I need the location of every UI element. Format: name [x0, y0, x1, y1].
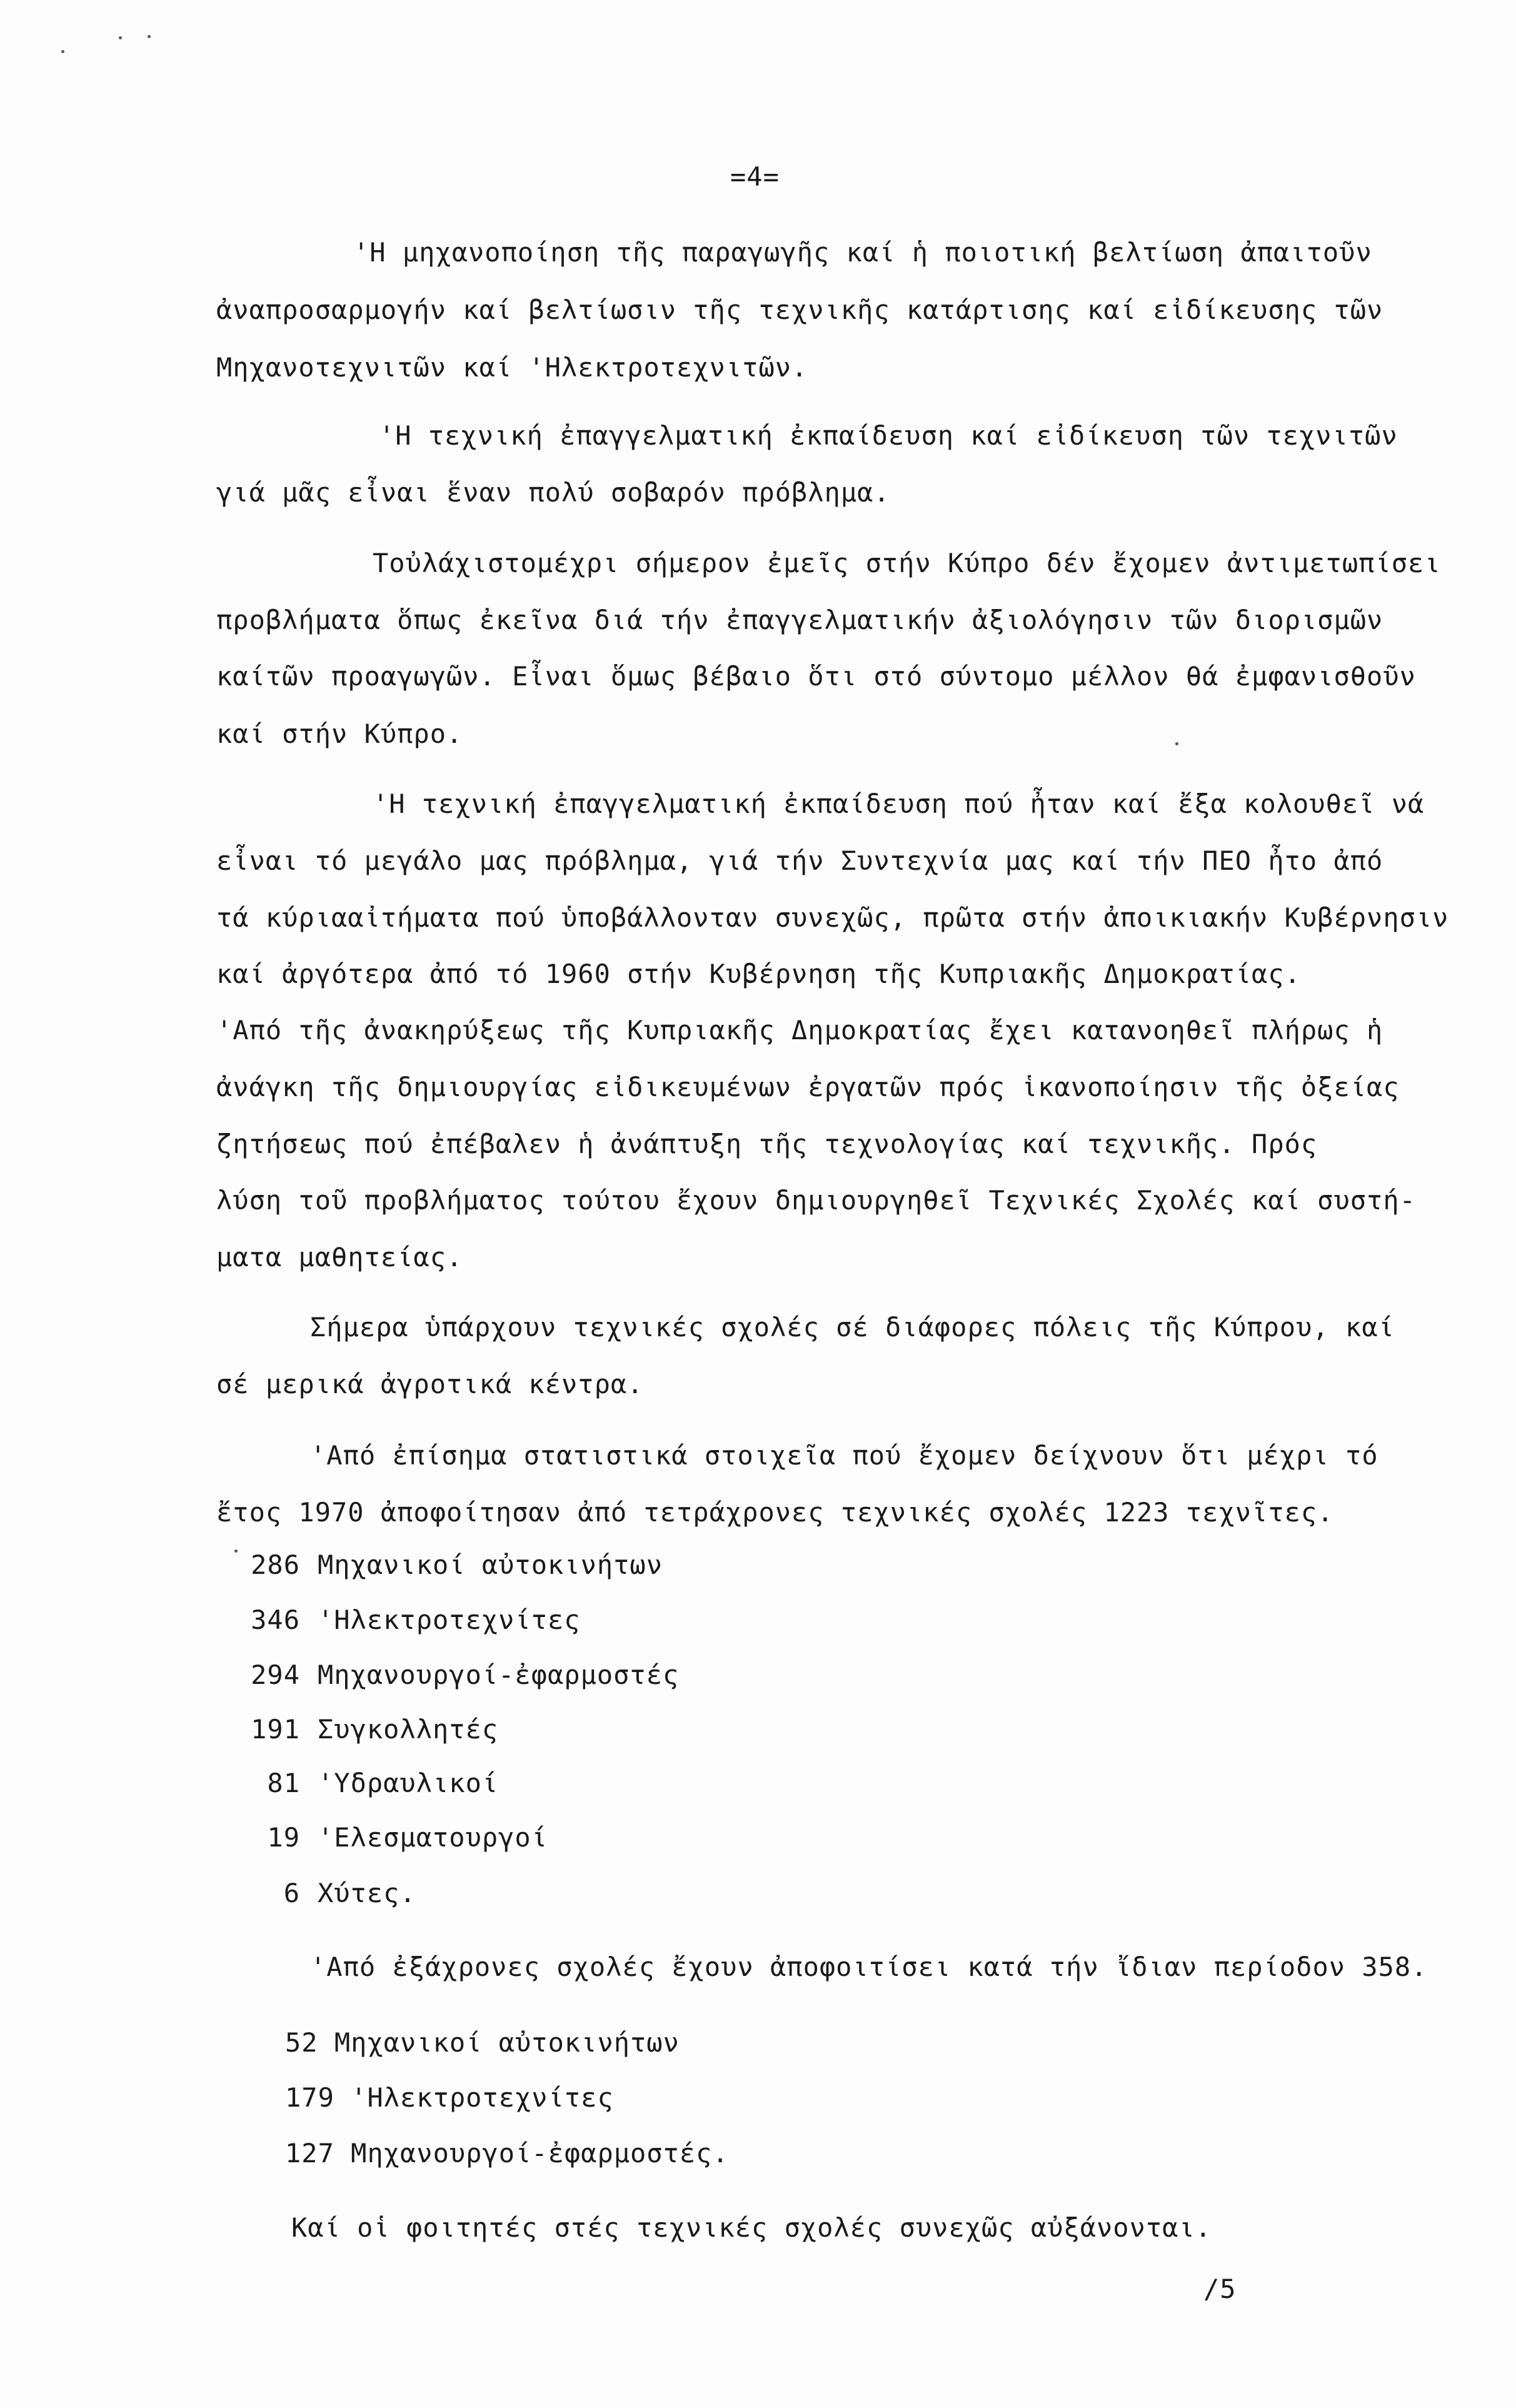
list-item	[285, 2082, 614, 2113]
paragraph-1-line-1: 'Η μηχανοποίηση τῆς παραγωγῆς καί ἡ ποιοτική βελτίωση ἀπαιτοῦν	[353, 237, 1372, 268]
paragraph-4-line-1: 'Η τεχνική ἐπαγγελματική ἐκπαίδευση πού ἦταν καί ἔξα κολουθεῖ νά	[373, 788, 1425, 819]
graduate-count: 294	[251, 1660, 300, 1690]
scan-speck	[61, 50, 64, 53]
paragraph-4-line-6: ἀνάγκη τῆς δημιουργίας εἰδικευμένων ἐργατῶν πρός ἱκανοποίησιν τῆς ὀξείας	[216, 1072, 1400, 1102]
paragraph-4-line-4: καί ἀργότερα ἀπό τό 1960 στήν Κυβέρνηση τῆς Κυπριακῆς Δημοκρατίας.	[216, 959, 1301, 989]
list-item	[206, 1604, 581, 1635]
graduate-count: 191	[251, 1714, 300, 1745]
paragraph-4-line-3: τά κύριααἰτήματα πού ὑποβάλλονταν συνεχῶς, πρῶτα στήν ἀποικιακήν Κυβέρνησιν	[216, 902, 1449, 933]
list-item	[206, 1549, 663, 1580]
graduate-trade: Μηχανικοί αὐτοκινήτων	[318, 1549, 663, 1580]
graduate-trade: 'Ηλεκτροτεχνίτες	[318, 1604, 581, 1635]
graduate-trade: Χύτες.	[318, 1878, 416, 1908]
graduate-count: 346	[251, 1604, 300, 1635]
paragraph-4-line-7: ζητήσεως πού ἐπέβαλεν ἡ ἀνάπτυξη τῆς τεχνολογίας καί τεχνικῆς. Πρός	[216, 1129, 1318, 1159]
paragraph-1-line-3: Μηχανοτεχνιτῶν καί 'Ηλεκτροτεχνιτῶν.	[216, 352, 808, 383]
graduate-trade: 'Υδραυλικοί	[318, 1768, 499, 1798]
graduate-count: 6	[283, 1878, 300, 1908]
scan-speck	[1175, 742, 1178, 745]
graduate-count: 286	[251, 1549, 300, 1580]
graduate-trade: Μηχανουργοί-ἐφαρμοστές.	[351, 2138, 729, 2169]
page-number: =4=	[730, 161, 780, 192]
paragraph-3-line-2: προβλήματα ὅπως ἐκεῖνα διά τήν ἐπαγγελματικήν ἀξιολόγησιν τῶν διορισμῶν	[216, 605, 1383, 635]
graduate-trade: Μηχανικοί αὐτοκινήτων	[334, 2027, 680, 2058]
three-year-intro: 'Από ἐξάχρονες σχολές ἔχουν ἀποφοιτίσει κατά τήν ἴδιαν περίοδον 358.	[310, 1952, 1428, 1982]
graduate-trade: Μηχανουργοί-ἐφαρμοστές	[318, 1660, 680, 1690]
graduate-count: 179	[285, 2082, 334, 2113]
paragraph-3-line-1: Τοὐλάχιστομέχρι σήμερον ἐμεῖς στήν Κύπρο δέν ἔχομεν ἀντιμετωπίσει	[373, 548, 1441, 578]
graduate-count: 81	[267, 1768, 300, 1798]
paragraph-3-line-3: καίτῶν προαγωγῶν. Εἶναι ὅμως βέβαιο ὅτι στό σύντομο μέλλον θά ἐμφανισθοῦν	[216, 661, 1416, 692]
graduate-trade: 'Ελεσματουργοί	[318, 1822, 548, 1853]
list-item	[206, 1662, 679, 1688]
list-item	[206, 1716, 498, 1743]
paragraph-4-line-9: ματα μαθητείας.	[216, 1242, 463, 1272]
list-item	[206, 1770, 498, 1796]
paragraph-5-line-1: Σήμερα ὑπάρχουν τεχνικές σχολές σέ διάφορες πόλεις τῆς Κύπρου, καί	[310, 1312, 1395, 1343]
list-item	[206, 1822, 548, 1853]
paragraph-6-line-1: 'Από ἐπίσημα στατιστικά στοιχεῖα πού ἔχομεν δείχνουν ὅτι μέχρι τό	[310, 1440, 1378, 1471]
paragraph-1-line-2: ἀναπροσαρμογήν καί βελτίωσιν τῆς τεχνικῆς κατάρτισης καί εἰδίκευσης τῶν	[216, 295, 1383, 325]
graduate-count: 127	[285, 2138, 334, 2169]
closing-sentence: Καί οἱ φοιτητές στές τεχνικές σχολές συνεχῶς αὐξάνονται.	[291, 2212, 1212, 2243]
scan-speck	[148, 35, 151, 38]
scan-speck	[234, 1549, 238, 1553]
graduate-trade: 'Ηλεκτροτεχνίτες	[351, 2082, 614, 2113]
graduate-count: 52	[285, 2027, 318, 2058]
list-item	[285, 2027, 680, 2058]
paragraph-3-line-4: καί στήν Κύπρο.	[216, 718, 463, 749]
paragraph-5-line-2: σέ μερικά ἀγροτικά κέντρα.	[216, 1369, 644, 1399]
next-page-marker: /5	[1203, 2274, 1237, 2304]
paragraph-2-line-1: 'Η τεχνική ἐπαγγελματική ἐκπαίδευση καί εἰδίκευση τῶν τεχνιτῶν	[379, 420, 1398, 451]
graduate-trade: Συγκολλητές	[318, 1714, 499, 1745]
paragraph-4-line-8: λύση τοῦ προβλήματος τούτου ἔχουν δημιουργηθεῖ Τεχνικές Σχολές καί συστή-	[216, 1185, 1416, 1216]
list-item	[285, 2140, 729, 2167]
graduate-count: 19	[267, 1822, 300, 1853]
list-item	[206, 1880, 416, 1907]
paragraph-4-line-2: εἶναι τό μεγάλο μας πρόβλημα, γιά τήν Συντεχνία μας καί τήν ΠΕΟ ἦτο ἀπό	[216, 845, 1383, 876]
paragraph-2-line-2: γιά μᾶς εἶναι ἕναν πολύ σοβαρόν πρόβλημα.	[216, 477, 890, 508]
paragraph-4-line-5: 'Από τῆς ἀνακηρύξεως τῆς Κυπριακῆς Δημοκρατίας ἔχει κατανοηθεῖ πλήρως ἡ	[216, 1015, 1383, 1045]
scan-speck	[119, 36, 122, 39]
paragraph-6-line-2: ἔτος 1970 ἀποφοίτησαν ἀπό τετράχρονες τεχνικές σχολές 1223 τεχνῖτες.	[216, 1497, 1334, 1528]
